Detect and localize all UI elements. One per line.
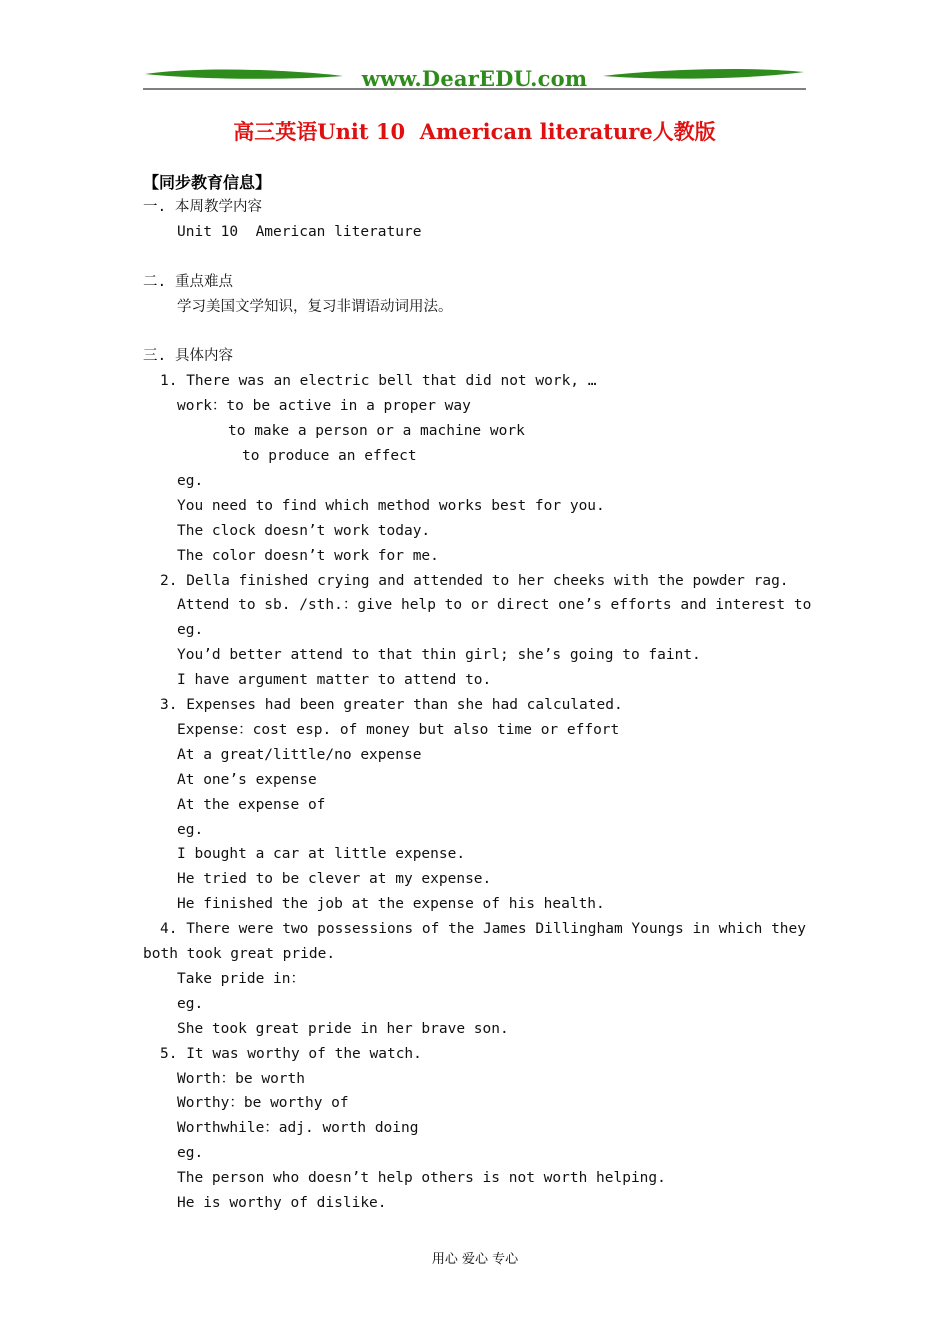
text-line: to make a person or a machine work: [228, 423, 525, 440]
text-line: Worthwhile：adj. worth doing: [177, 1120, 419, 1137]
text-line: 4. There were two possessions of the James Dillingham Youngs in which they: [160, 921, 807, 938]
text-line: Expense：cost esp. of money but also time or effort: [177, 721, 620, 738]
page-footer: 用心 爱心 专心: [431, 1252, 519, 1267]
text-line: 3. Expenses had been greater than she had calculated.: [160, 697, 623, 713]
text-line: 三. 具体内容: [143, 348, 233, 365]
text-line: The color doesn’t work for me.: [177, 547, 439, 564]
text-line: He finished the job at the expense of his health.: [177, 896, 605, 913]
document-title: 高三英语Unit 10 American literature人教版: [233, 119, 716, 144]
text-line: 学习美国文学知识，复习非谓语动词用法。: [177, 298, 453, 315]
text-line: At one’s expense: [177, 771, 317, 788]
text-line: to produce an effect: [242, 448, 417, 464]
text-line: I bought a car at little expense.: [177, 846, 466, 863]
text-line: She took great pride in her brave son.: [177, 1020, 509, 1037]
text-line: eg.: [177, 1145, 204, 1162]
text-line: 1. There was an electric bell that did not work, …: [160, 373, 597, 390]
text-line: eg.: [177, 472, 204, 489]
text-line: 2. Della finished crying and attended to her cheeks with the powder rag.: [160, 572, 789, 589]
text-line: work：to be active in a proper way: [177, 398, 471, 415]
text-line: You’d better attend to that thin girl; she’s going to faint.: [177, 647, 701, 664]
site-logo: www.DearEDU.com: [361, 66, 588, 91]
text-line: Unit 10 American literature: [177, 223, 422, 240]
text-line: At a great/little/no expense: [177, 746, 422, 763]
text-line: Worth：be worth: [177, 1070, 305, 1087]
page-header: [143, 62, 806, 92]
text-line: Attend to sb. /sth.：give help to or direct one’s efforts and interest to: [177, 597, 812, 614]
text-line: eg.: [177, 995, 204, 1012]
section-heading: 【同步教育信息】: [143, 173, 272, 192]
text-line: Take pride in：: [177, 970, 305, 987]
text-line: 二. 重点难点: [143, 273, 233, 290]
text-line: both took great pride.: [143, 946, 336, 962]
text-line: He is worthy of dislike.: [177, 1195, 387, 1211]
text-line: 5. It was worthy of the watch.: [160, 1045, 422, 1062]
text-line: At the expense of: [177, 796, 326, 813]
text-line: The person who doesn’t help others is not worth helping.: [177, 1170, 666, 1187]
text-line: The clock doesn’t work today.: [177, 522, 431, 539]
text-line: He tried to be clever at my expense.: [177, 871, 492, 888]
text-line: You need to find which method works best for you.: [177, 497, 605, 514]
text-line: Worthy：be worthy of: [177, 1095, 349, 1112]
text-line: 一. 本周教学内容: [143, 199, 262, 215]
text-line: eg.: [177, 622, 204, 639]
text-line: I have argument matter to attend to.: [177, 672, 492, 689]
text-line: eg.: [177, 821, 204, 838]
